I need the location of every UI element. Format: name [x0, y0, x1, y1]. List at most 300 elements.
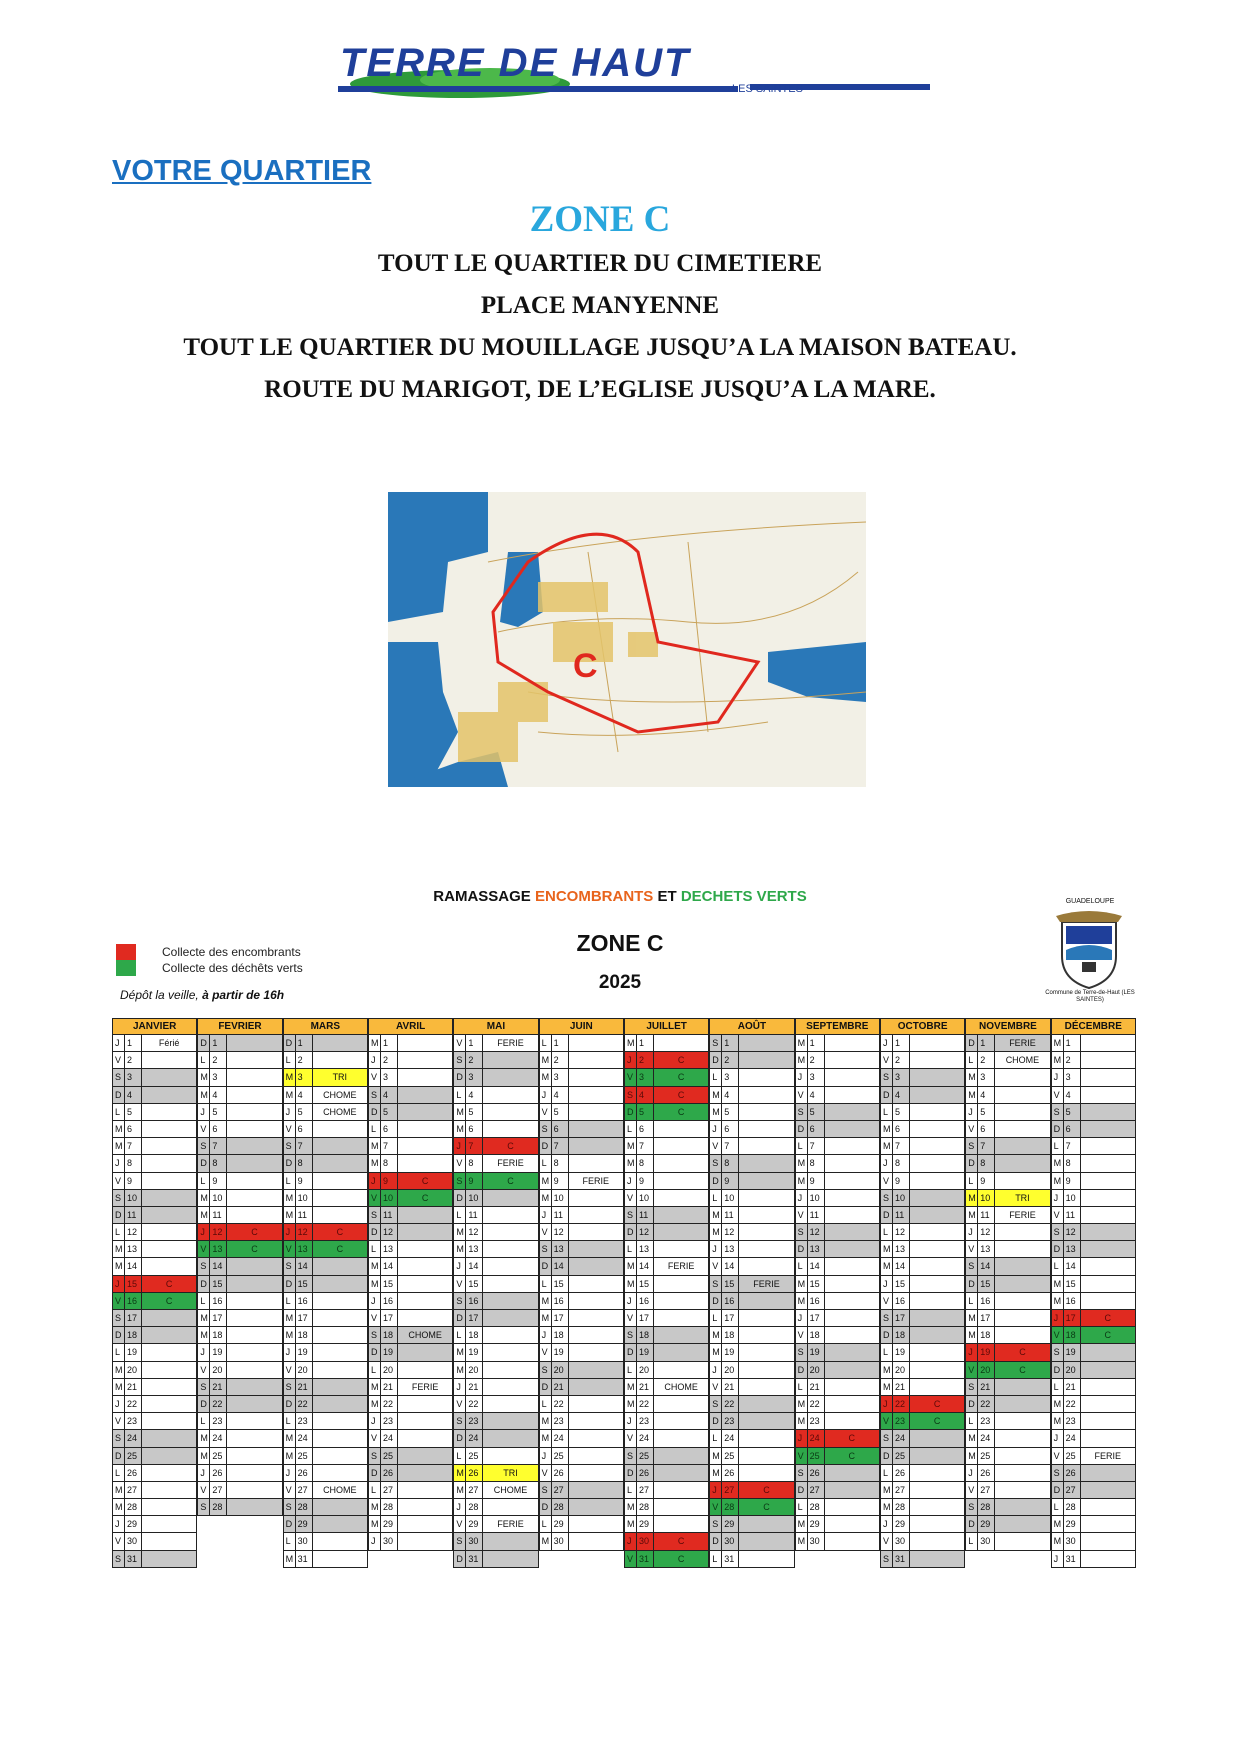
day-number: 3 [893, 1069, 910, 1085]
day-note [398, 1121, 452, 1137]
day-number: 30 [552, 1533, 569, 1549]
day-row [965, 1276, 1050, 1293]
day-letter: J [113, 1396, 125, 1412]
day-letter: M [369, 1276, 381, 1292]
day-row [539, 1533, 624, 1550]
day-note [995, 1396, 1049, 1412]
day-row [283, 1155, 368, 1172]
day-letter: M [369, 1516, 381, 1532]
day-number: 8 [466, 1155, 483, 1171]
day-letter: D [198, 1155, 210, 1171]
day-letter: D [881, 1448, 893, 1464]
day-number: 17 [1064, 1310, 1081, 1326]
day-row [112, 1533, 197, 1550]
day-note [910, 1069, 964, 1085]
terre-de-haut-logo [330, 40, 930, 100]
day-number: 6 [722, 1121, 739, 1137]
day-row [539, 1327, 624, 1344]
day-note [142, 1379, 196, 1395]
day-letter: S [881, 1190, 893, 1206]
day-letter: M [540, 1293, 552, 1309]
day-note [227, 1499, 281, 1515]
day-row [112, 1327, 197, 1344]
day-note [398, 1499, 452, 1515]
day-letter: J [625, 1173, 637, 1189]
day-note [313, 1276, 367, 1292]
day-row [795, 1293, 880, 1310]
day-note [227, 1138, 281, 1154]
day-note [569, 1224, 623, 1240]
day-number: 8 [210, 1155, 227, 1171]
day-number: 8 [296, 1155, 313, 1171]
day-note [398, 1396, 452, 1412]
day-letter: L [454, 1448, 466, 1464]
day-letter: M [540, 1069, 552, 1085]
day-number: 3 [466, 1069, 483, 1085]
day-note [739, 1173, 793, 1189]
day-note [910, 1104, 964, 1120]
day-number: 1 [381, 1035, 398, 1051]
day-letter: L [796, 1258, 808, 1274]
day-number: 28 [893, 1499, 910, 1515]
day-number: 10 [722, 1190, 739, 1206]
day-letter: L [966, 1533, 978, 1549]
day-number: 22 [210, 1396, 227, 1412]
day-number: 10 [296, 1190, 313, 1206]
day-letter: V [540, 1104, 552, 1120]
day-note [1081, 1121, 1135, 1137]
day-number: 23 [381, 1413, 398, 1429]
day-note [398, 1430, 452, 1446]
day-note [313, 1396, 367, 1412]
day-row [368, 1258, 453, 1275]
day-row [453, 1276, 538, 1293]
day-number: 17 [722, 1310, 739, 1326]
day-note [483, 1533, 537, 1549]
day-number: 5 [296, 1104, 313, 1120]
day-number: 17 [808, 1310, 825, 1326]
day-number: 17 [381, 1310, 398, 1326]
day-letter: S [113, 1310, 125, 1326]
day-number: 12 [1064, 1224, 1081, 1240]
day-letter: S [454, 1533, 466, 1549]
day-number: 20 [210, 1362, 227, 1378]
day-number: 8 [1064, 1155, 1081, 1171]
day-number: 8 [637, 1155, 654, 1171]
day-row [965, 1344, 1050, 1361]
day-note [910, 1533, 964, 1549]
day-note [398, 1362, 452, 1378]
day-note [1081, 1533, 1135, 1549]
day-row [197, 1379, 282, 1396]
day-note [483, 1190, 537, 1206]
day-letter: S [454, 1293, 466, 1309]
day-letter: M [113, 1499, 125, 1515]
day-letter: M [540, 1430, 552, 1446]
day-letter: V [796, 1327, 808, 1343]
day-note [227, 1104, 281, 1120]
day-row [795, 1241, 880, 1258]
day-row [539, 1224, 624, 1241]
legend-swatch-green [116, 960, 136, 976]
day-row [368, 1224, 453, 1241]
day-letter: L [881, 1224, 893, 1240]
day-note [995, 1155, 1049, 1171]
day-letter: S [540, 1121, 552, 1137]
day-number: 26 [1064, 1465, 1081, 1481]
commune-crest-icon [1052, 910, 1126, 990]
day-letter: D [625, 1344, 637, 1360]
day-letter: V [625, 1069, 637, 1085]
day-letter: S [881, 1069, 893, 1085]
day-letter: M [881, 1482, 893, 1498]
day-number: 11 [552, 1207, 569, 1223]
day-letter: L [1052, 1138, 1064, 1154]
day-row [453, 1121, 538, 1138]
month-header: OCTOBRE [880, 1018, 965, 1035]
month-4 [453, 1018, 538, 1568]
day-letter: D [454, 1069, 466, 1085]
day-row [1051, 1138, 1136, 1155]
day-letter: J [113, 1276, 125, 1292]
day-note [739, 1448, 793, 1464]
day-row [1051, 1293, 1136, 1310]
day-number: 27 [125, 1482, 142, 1498]
day-letter: V [796, 1087, 808, 1103]
day-letter: M [113, 1121, 125, 1137]
day-row [197, 1310, 282, 1327]
day-note [825, 1052, 879, 1068]
day-note [1081, 1516, 1135, 1532]
day-number: 2 [552, 1052, 569, 1068]
day-row [283, 1293, 368, 1310]
day-number: 14 [1064, 1258, 1081, 1274]
day-letter: S [625, 1448, 637, 1464]
day-note [995, 1516, 1049, 1532]
day-letter: S [284, 1379, 296, 1395]
day-row [112, 1293, 197, 1310]
day-note [1081, 1069, 1135, 1085]
day-note [142, 1482, 196, 1498]
day-row [1051, 1448, 1136, 1465]
day-letter: M [881, 1379, 893, 1395]
day-row [965, 1430, 1050, 1447]
day-row [795, 1121, 880, 1138]
day-letter: S [625, 1327, 637, 1343]
day-letter: M [966, 1069, 978, 1085]
day-row [197, 1413, 282, 1430]
day-letter: L [796, 1138, 808, 1154]
day-letter: S [625, 1207, 637, 1223]
day-letter: D [113, 1087, 125, 1103]
day-number: 5 [552, 1104, 569, 1120]
day-row [880, 1430, 965, 1447]
day-letter: J [1052, 1069, 1064, 1085]
day-row [709, 1499, 794, 1516]
day-number: 5 [210, 1104, 227, 1120]
day-letter: D [796, 1241, 808, 1257]
day-number: 15 [125, 1276, 142, 1292]
day-row [624, 1224, 709, 1241]
day-number: 26 [466, 1465, 483, 1481]
day-letter: J [1052, 1190, 1064, 1206]
day-note [825, 1190, 879, 1206]
day-row [624, 1533, 709, 1550]
day-letter: M [796, 1516, 808, 1532]
day-letter: S [369, 1327, 381, 1343]
day-row [709, 1516, 794, 1533]
day-row [453, 1551, 538, 1568]
day-row [368, 1379, 453, 1396]
day-letter: L [625, 1482, 637, 1498]
day-note [1081, 1241, 1135, 1257]
day-note [825, 1207, 879, 1223]
day-letter: V [1052, 1327, 1064, 1343]
day-row [197, 1396, 282, 1413]
day-row [624, 1310, 709, 1327]
day-note [483, 1379, 537, 1395]
day-letter: J [1052, 1310, 1064, 1326]
day-number: 12 [978, 1224, 995, 1240]
day-note [654, 1344, 708, 1360]
day-row [880, 1087, 965, 1104]
day-letter: V [625, 1310, 637, 1326]
day-number: 12 [296, 1224, 313, 1240]
day-letter: S [966, 1379, 978, 1395]
day-letter: J [625, 1293, 637, 1309]
day-note [739, 1533, 793, 1549]
day-row [453, 1499, 538, 1516]
day-number: 31 [893, 1551, 910, 1567]
day-note [910, 1224, 964, 1240]
day-letter: M [369, 1499, 381, 1515]
day-letter: V [625, 1430, 637, 1446]
day-letter: V [1052, 1448, 1064, 1464]
day-letter: V [796, 1207, 808, 1223]
day-row [283, 1310, 368, 1327]
logo-title: TERRE DE HAUT [340, 41, 691, 85]
day-row [709, 1310, 794, 1327]
day-number: 15 [808, 1276, 825, 1292]
day-number: 14 [808, 1258, 825, 1274]
day-number: 29 [722, 1516, 739, 1532]
day-row [197, 1327, 282, 1344]
day-note [398, 1052, 452, 1068]
day-number: 26 [808, 1465, 825, 1481]
day-letter: L [710, 1310, 722, 1326]
day-note [142, 1104, 196, 1120]
day-number: 2 [381, 1052, 398, 1068]
day-row [624, 1069, 709, 1086]
day-number: 25 [466, 1448, 483, 1464]
day-number: 21 [296, 1379, 313, 1395]
day-row [795, 1533, 880, 1550]
day-number: 5 [381, 1104, 398, 1120]
day-row [880, 1344, 965, 1361]
day-number: 18 [552, 1327, 569, 1343]
day-letter: J [284, 1465, 296, 1481]
day-number: 21 [125, 1379, 142, 1395]
day-letter: M [625, 1499, 637, 1515]
day-number: 27 [296, 1482, 313, 1498]
day-row [197, 1173, 282, 1190]
day-note [654, 1293, 708, 1309]
day-number: 26 [722, 1465, 739, 1481]
day-number: 16 [637, 1293, 654, 1309]
day-note [1081, 1465, 1135, 1481]
month-8 [795, 1018, 880, 1568]
day-number: 2 [637, 1052, 654, 1068]
day-letter: S [710, 1035, 722, 1051]
day-number: 7 [552, 1138, 569, 1154]
day-number: 28 [1064, 1499, 1081, 1515]
day-note [910, 1241, 964, 1257]
day-note [483, 1069, 537, 1085]
day-note [825, 1276, 879, 1292]
day-letter: M [198, 1087, 210, 1103]
day-row [795, 1258, 880, 1275]
day-number: 29 [978, 1516, 995, 1532]
day-note: FERIE [1094, 1450, 1122, 1461]
day-letter: L [625, 1362, 637, 1378]
day-letter: D [625, 1224, 637, 1240]
day-note [654, 1173, 708, 1189]
day-row [624, 1138, 709, 1155]
month-5 [539, 1018, 624, 1568]
day-row [539, 1087, 624, 1104]
day-note: TRI [1015, 1192, 1030, 1203]
day-row [283, 1362, 368, 1379]
day-number: 18 [296, 1327, 313, 1343]
day-row [112, 1551, 197, 1568]
day-row [624, 1087, 709, 1104]
day-row [795, 1138, 880, 1155]
day-note [995, 1499, 1049, 1515]
day-note [227, 1207, 281, 1223]
day-number: 29 [1064, 1516, 1081, 1532]
day-row [368, 1052, 453, 1069]
day-number: 7 [978, 1138, 995, 1154]
day-row [880, 1499, 965, 1516]
day-number: 17 [125, 1310, 142, 1326]
day-row [880, 1310, 965, 1327]
day-letter: J [113, 1035, 125, 1051]
day-letter: S [881, 1551, 893, 1567]
day-note [227, 1413, 281, 1429]
day-note [1081, 1344, 1135, 1360]
day-row [112, 1241, 197, 1258]
day-row [709, 1533, 794, 1550]
day-letter: V [454, 1276, 466, 1292]
day-note [910, 1035, 964, 1051]
day-letter: J [710, 1362, 722, 1378]
day-note [569, 1241, 623, 1257]
day-number: 1 [552, 1035, 569, 1051]
day-number: 25 [210, 1448, 227, 1464]
month-header: MARS [283, 1018, 368, 1035]
day-number: 30 [893, 1533, 910, 1549]
day-letter: M [369, 1396, 381, 1412]
day-row [197, 1344, 282, 1361]
month-11 [1051, 1018, 1136, 1568]
day-letter: S [113, 1430, 125, 1446]
day-note [739, 1190, 793, 1206]
day-note: C [336, 1227, 344, 1238]
day-note [995, 1121, 1049, 1137]
day-row [368, 1465, 453, 1482]
day-row [112, 1379, 197, 1396]
day-note [398, 1276, 452, 1292]
day-note [825, 1104, 879, 1120]
day-number: 14 [978, 1258, 995, 1274]
day-row [624, 1258, 709, 1275]
day-number: 24 [466, 1430, 483, 1446]
day-note [995, 1482, 1049, 1498]
day-number: 28 [722, 1499, 739, 1515]
day-row [539, 1241, 624, 1258]
day-row [197, 1190, 282, 1207]
day-letter: J [796, 1310, 808, 1326]
day-row [795, 1413, 880, 1430]
day-number: 31 [722, 1551, 739, 1567]
address-line-2: PLACE MANYENNE [480, 292, 720, 319]
day-note [227, 1155, 281, 1171]
day-row [795, 1276, 880, 1293]
day-letter: J [625, 1413, 637, 1429]
day-row [112, 1121, 197, 1138]
day-number: 31 [296, 1551, 313, 1567]
day-row [965, 1224, 1050, 1241]
day-number: 6 [978, 1121, 995, 1137]
day-letter: M [198, 1448, 210, 1464]
day-row [709, 1327, 794, 1344]
day-number: 10 [210, 1190, 227, 1206]
day-letter: D [113, 1448, 125, 1464]
depot-note: Dépôt la veille, à partir de 16h [120, 988, 285, 1002]
day-note [995, 1448, 1049, 1464]
day-row [112, 1448, 197, 1465]
day-number: 17 [978, 1310, 995, 1326]
day-note [313, 1207, 367, 1223]
day-row [965, 1258, 1050, 1275]
map-zone-label: C [573, 647, 598, 685]
day-number: 30 [466, 1533, 483, 1549]
day-letter: M [454, 1104, 466, 1120]
zone-title: ZONE C [529, 199, 671, 240]
day-row [624, 1551, 709, 1568]
day-number: 29 [893, 1516, 910, 1532]
day-letter: L [113, 1465, 125, 1481]
day-row [795, 1396, 880, 1413]
calendar-year: 2025 [598, 972, 642, 993]
day-note [313, 1173, 367, 1189]
day-note [739, 1052, 793, 1068]
day-note [227, 1344, 281, 1360]
day-note [910, 1448, 964, 1464]
day-letter: M [113, 1258, 125, 1274]
day-letter: M [710, 1104, 722, 1120]
ramassage-title: RAMASSAGE ENCOMBRANTS ET DECHETS VERTS [433, 888, 807, 905]
day-letter: M [796, 1276, 808, 1292]
day-note [227, 1379, 281, 1395]
day-note: FERIE [582, 1175, 610, 1186]
day-number: 2 [893, 1052, 910, 1068]
address-line-4: ROUTE DU MARIGOT, DE L’EGLISE JUSQU’A LA MARE. [264, 376, 936, 403]
day-row [112, 1190, 197, 1207]
day-note [910, 1052, 964, 1068]
day-number: 12 [552, 1224, 569, 1240]
day-letter: M [540, 1190, 552, 1206]
